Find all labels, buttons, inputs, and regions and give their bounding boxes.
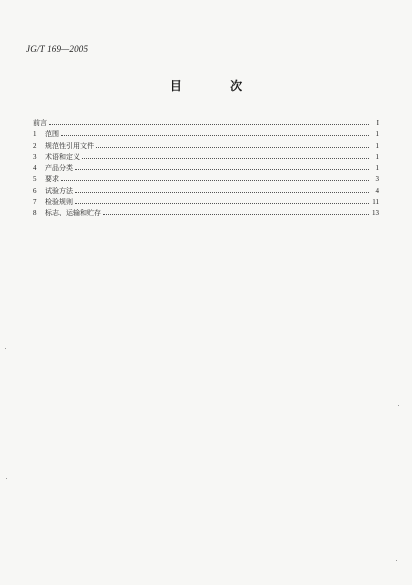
- toc-dot-leader: [75, 192, 369, 193]
- toc-dot-leader: [75, 203, 369, 204]
- toc-entry-label: 术语和定义: [45, 152, 80, 161]
- toc-entry-page: 3: [375, 175, 379, 184]
- toc-entry-marking-transport-storage[interactable]: [33, 208, 379, 219]
- toc-entry-label: 规范性引用文件: [45, 141, 94, 150]
- toc-entry-inspection-rules[interactable]: [33, 197, 379, 208]
- toc-entry-label: 标志、运输和贮存: [45, 209, 101, 218]
- toc-entry-label: 范围: [45, 130, 59, 139]
- toc-entry-number: 1: [33, 130, 37, 139]
- toc-dot-leader: [96, 147, 369, 148]
- toc-entry-page: 4: [375, 186, 379, 195]
- toc-entry-label: 检验规则: [45, 198, 73, 207]
- toc-entry-page: 1: [375, 164, 379, 173]
- toc-entry-page: 1: [375, 141, 379, 150]
- toc-entry-terms-definitions[interactable]: [33, 152, 379, 163]
- toc-dot-leader: [61, 135, 369, 136]
- scan-speck: [6, 478, 7, 479]
- toc-entry-page: 1: [375, 152, 379, 161]
- toc-entry-number: 5: [33, 175, 37, 184]
- toc-dot-leader: [75, 169, 369, 170]
- scan-speck: [5, 348, 6, 349]
- table-of-contents: [33, 118, 379, 220]
- toc-entry-number: 4: [33, 164, 37, 173]
- toc-entry-page: 11: [372, 198, 379, 207]
- toc-entry-product-classification[interactable]: [33, 163, 379, 174]
- toc-entry-foreword[interactable]: [33, 118, 379, 129]
- toc-dot-leader: [61, 180, 369, 181]
- toc-entry-normative-references[interactable]: [33, 141, 379, 152]
- toc-entry-number: 6: [33, 186, 37, 195]
- toc-entry-page: 1: [375, 130, 379, 139]
- toc-dot-leader: [49, 124, 369, 125]
- toc-dot-leader: [82, 158, 369, 159]
- toc-entry-page: I: [376, 119, 379, 127]
- toc-entry-number: 2: [33, 141, 37, 150]
- toc-entry-label: 要求: [45, 175, 59, 184]
- toc-entry-number: 3: [33, 152, 37, 161]
- toc-entry-requirements[interactable]: [33, 174, 379, 185]
- toc-entry-number: 7: [33, 198, 37, 207]
- scan-speck: [398, 405, 399, 406]
- toc-entry-test-methods[interactable]: [33, 186, 379, 197]
- toc-entry-label: 产品分类: [45, 164, 73, 173]
- toc-title: 目 次: [169, 79, 265, 93]
- scan-speck: [396, 560, 397, 561]
- toc-dot-leader: [103, 214, 369, 215]
- toc-entry-scope[interactable]: [33, 129, 379, 140]
- document-code: JG/T 169—2005: [26, 44, 89, 54]
- toc-entry-label: 前言: [33, 119, 47, 127]
- toc-entry-page: 13: [372, 209, 379, 218]
- toc-entry-number: 8: [33, 209, 37, 218]
- toc-entry-label: 试验方法: [45, 186, 73, 195]
